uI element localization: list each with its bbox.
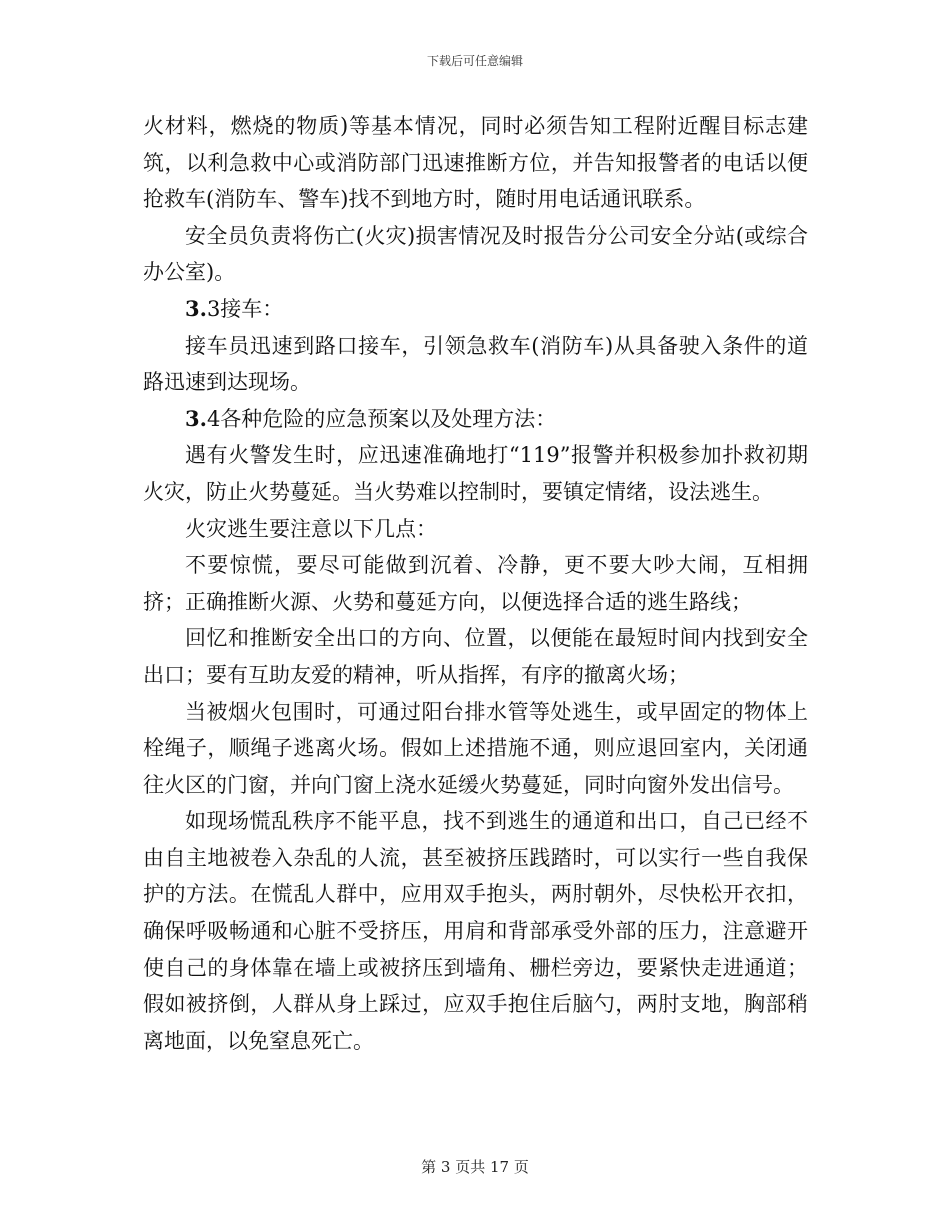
section-title: 4各种危险的应急预案以及处理方法： [206, 406, 557, 431]
section-number: 3. [185, 405, 207, 431]
page-number: 第 3 页共 17 页 [421, 1158, 529, 1176]
section-heading-3-4 [143, 401, 808, 438]
paragraph: 遇有火警发生时，应迅速准确地打“119”报警并积极参加扑救初期火灾，防止火势蔓延。当火势难以控制时，要镇定情绪，设法逃生。 [143, 443, 808, 504]
page-header: 下载后可任意编辑 [426, 54, 523, 68]
paragraph: 如现场慌乱秩序不能平息，找不到逃生的通道和出口，自己已经不由自主地被卷入杂乱的人流，甚至被挤压践踏时，可以实行一些自我保护的方法。在慌乱人群中，应用双手抱头，两肘朝外，尽快松开衣扣，确保呼吸畅通和心脏不受挤压，用肩和背部承受外部的压力，注意避开使自己的身体靠在墙上或被挤压到墙角、栅栏旁边，要紧快走进通道；假如被挤倒，人群从身上踩过，应双手抱住后脑勺，两肘支地，胸部稍离地面，以免窒息死亡。 [143, 809, 808, 1053]
section-number: 3. [185, 295, 207, 321]
paragraph: 火灾逃生要注意以下几点： [185, 516, 437, 541]
paragraph: 接车员迅速到路口接车，引领急救车(消防车)从具备驶入条件的道路迅速到达现场。 [143, 333, 808, 395]
document-body [143, 108, 808, 1059]
section-title: 3接车： [206, 296, 284, 321]
paragraph: 不要惊慌，要尽可能做到沉着、冷静，更不要大吵大闹，互相拥挤；正确推断火源、火势和蔓延方向，以便选择合适的逃生路线； [143, 553, 808, 614]
paragraph: 回忆和推断安全出口的方向、位置，以便能在最短时间内找到安全出口；要有互助友爱的精神，听从指挥，有序的撤离火场； [143, 626, 808, 687]
paragraph: 安全员负责将伤亡(火灾)损害情况及时报告分公司安全分站(或综合办公室)。 [143, 223, 808, 285]
paragraph: 当被烟火包围时，可通过阳台排水管等处逃生，或早固定的物体上栓绳子，顺绳子逃离火场。假如上述措施不通，则应退回室内，关闭通往火区的门窗，并向门窗上浇水延缓火势蔓延，同时向窗外发出信号。 [143, 699, 808, 797]
section-heading-3-3 [143, 291, 808, 328]
paragraph-continued: 火材料，燃烧的物质)等基本情况，同时必须告知工程附近醒目标志建筑，以利急救中心或消防部门迅速推断方位，并告知报警者的电话以便抢救车(消防车、警车)找不到地方时，随时用电话通讯联系。 [143, 114, 808, 212]
